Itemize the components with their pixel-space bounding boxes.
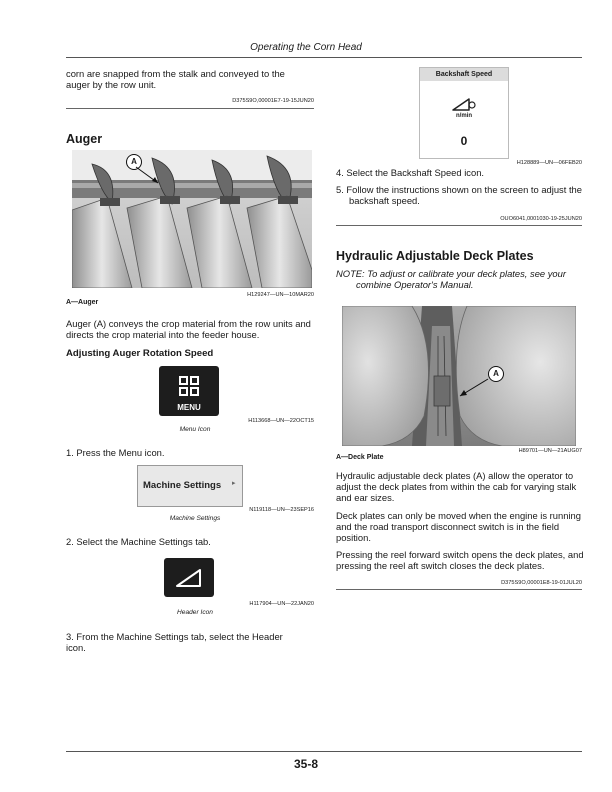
step-1: 1. Press the Menu icon. — [66, 447, 165, 458]
section-divider — [336, 225, 582, 226]
menu-icon-reference: H113668—UN—22OCT15 — [248, 418, 314, 424]
running-header: Operating the Corn Head — [250, 42, 362, 53]
steps-reference: OUO6041,0001030-19-25JUN20 — [500, 216, 582, 222]
menu-icon-label: MENU — [177, 403, 201, 412]
deck-paragraph-3: Pressing the reel forward switch opens the deck plates, and pressing the reel aft switch closes the deck plates. — [336, 549, 584, 572]
header-icon-reference: H117904—UN—22JAN20 — [249, 601, 314, 607]
machine-settings-tab[interactable] — [137, 465, 243, 507]
step-3: 3. From the Machine Settings tab, select the Header icon. — [66, 631, 283, 654]
backshaft-speed-value: 0 — [460, 134, 468, 148]
backshaft-speed-unit: n/min — [456, 113, 472, 119]
backshaft-reference: H128889—UN—06FEB20 — [516, 160, 582, 166]
menu-icon-caption: Menu Icon — [179, 426, 211, 433]
deck-paragraph-1: Hydraulic adjustable deck plates (A) allow the operator to adjust the deck plates from within the cab for varying stalk and ear sizes. — [336, 470, 577, 504]
deck-image-reference: H89701—UN—21AUG07 — [518, 448, 582, 454]
step-4: 4. Select the Backshaft Speed icon. — [336, 167, 485, 178]
menu-icon[interactable] — [159, 366, 219, 416]
auger-image-reference: H129247—UN—10MAR20 — [247, 292, 314, 298]
auger-legend: A—Auger — [66, 299, 99, 306]
auger-callout-a: A — [126, 154, 142, 170]
header-speed-icon — [451, 95, 477, 113]
auger-photo — [72, 150, 312, 288]
chevron-right-icon: ▸ — [232, 480, 236, 487]
header-icon-caption: Header Icon — [177, 609, 213, 616]
section-divider — [66, 108, 314, 109]
intro-paragraph: corn are snapped from the stalk and conveyed to the auger by the row unit. — [66, 68, 285, 91]
auger-callout-leader — [134, 165, 164, 187]
auger-description: Auger (A) conveys the crop material from the row units and directs the crop material into the feeder house. — [66, 318, 311, 341]
backshaft-speed-title: Backshaft Speed — [420, 68, 508, 81]
adjust-heading: Adjusting Auger Rotation Speed — [66, 348, 214, 359]
deck-reference: D375S9O,00001E8-19-01JUL20 — [501, 580, 582, 586]
machine-settings-caption: Machine Settings — [169, 515, 221, 522]
deck-callout-leader — [452, 376, 492, 402]
header-divider — [66, 57, 582, 58]
step-2: 2. Select the Machine Settings tab. — [66, 536, 211, 547]
auger-heading: Auger — [66, 132, 103, 146]
deck-callout-a: A — [488, 366, 504, 382]
backshaft-speed-widget[interactable] — [419, 67, 509, 159]
deck-paragraph-2: Deck plates can only be moved when the engine is running and the road transport disconnect switch is in the field position. — [336, 510, 581, 544]
page-number: 35-8 — [293, 757, 319, 771]
step-5: 5. Follow the instructions shown on the screen to adjust the backshaft speed. — [336, 184, 582, 207]
machine-settings-label: Machine Settings — [143, 480, 222, 491]
deck-plates-note: NOTE: To adjust or calibrate your deck plates, see your combine Operator's Manual. — [336, 268, 566, 291]
machine-settings-reference: N119118—UN—23SEP16 — [249, 507, 314, 513]
deck-plates-heading: Hydraulic Adjustable Deck Plates — [336, 249, 534, 263]
intro-reference: D375S9O,00001E7-19-15JUN20 — [232, 98, 314, 104]
deck-plate-legend: A—Deck Plate — [336, 454, 384, 461]
footer-divider — [66, 751, 582, 752]
section-divider — [336, 589, 582, 590]
header-icon[interactable] — [164, 558, 214, 597]
